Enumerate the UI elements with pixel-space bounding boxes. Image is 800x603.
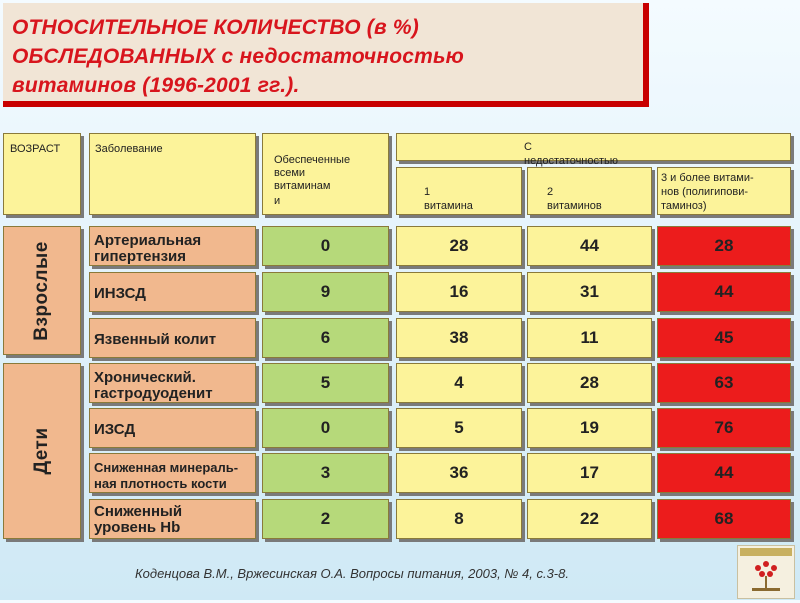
- cell-provided: 2: [262, 499, 389, 539]
- row-label: ИЗСД: [89, 408, 256, 448]
- row-label: Артериальная гипертензия: [89, 226, 256, 266]
- row-label: Сниженный уровень Hb: [89, 499, 256, 539]
- cell-two-vitamins: 28: [527, 363, 652, 403]
- cell-two-vitamins: 11: [527, 318, 652, 358]
- cell-two-vitamins: 19: [527, 408, 652, 448]
- cell-one-vitamin: 36: [396, 453, 522, 493]
- row-label: Сниженная минераль- ная плотность кости: [89, 453, 256, 493]
- group-adults: Взрослые: [3, 226, 81, 355]
- cell-two-vitamins: 22: [527, 499, 652, 539]
- cell-three-or-more: 45: [657, 318, 791, 358]
- title-line-1: ОТНОСИТЕЛЬНОЕ КОЛИЧЕСТВО (в %): [12, 16, 419, 39]
- cell-three-or-more: 28: [657, 226, 791, 266]
- header-three-or-more: 3 и более витами- нов (полигипови- таминоз): [657, 167, 791, 215]
- cell-three-or-more: 63: [657, 363, 791, 403]
- title-box: [3, 3, 649, 107]
- cell-three-or-more: 68: [657, 499, 791, 539]
- cell-two-vitamins: 17: [527, 453, 652, 493]
- cell-one-vitamin: 38: [396, 318, 522, 358]
- header-two-vitamins: 2 витаминов: [527, 167, 652, 215]
- group-children: Дети: [3, 363, 81, 539]
- header-provided: Обеспеченные всеми витаминам и: [262, 133, 389, 215]
- cell-three-or-more: 44: [657, 453, 791, 493]
- title-line-2: ОБСЛЕДОВАННЫХ с недостаточностью: [12, 45, 465, 68]
- cell-provided: 3: [262, 453, 389, 493]
- cell-three-or-more: 76: [657, 408, 791, 448]
- cell-two-vitamins: 31: [527, 272, 652, 312]
- header-one-vitamin: 1 витамина: [396, 167, 522, 215]
- cell-two-vitamins: 44: [527, 226, 652, 266]
- citation: Коденцова В.М., Вржесинская О.А. Вопросы питания, 2003, № 4, с.3-8.: [135, 566, 569, 581]
- cell-three-or-more: 44: [657, 272, 791, 312]
- cell-one-vitamin: 28: [396, 226, 522, 266]
- row-label: ИНЗСД: [89, 272, 256, 312]
- cell-provided: 0: [262, 408, 389, 448]
- row-label: Хронический. гастродуоденит: [89, 363, 256, 403]
- header-disease: Заболевание: [89, 133, 256, 215]
- cell-one-vitamin: 8: [396, 499, 522, 539]
- cell-provided: 0: [262, 226, 389, 266]
- cell-provided: 6: [262, 318, 389, 358]
- cell-provided: 9: [262, 272, 389, 312]
- header-deficiency: С недостаточностью: [396, 133, 791, 161]
- cell-one-vitamin: 5: [396, 408, 522, 448]
- row-label: Язвенный колит: [89, 318, 256, 358]
- cell-one-vitamin: 16: [396, 272, 522, 312]
- cell-one-vitamin: 4: [396, 363, 522, 403]
- header-age: ВОЗРАСТ: [3, 133, 81, 215]
- title-line-3: витаминов (1996-2001 гг.).: [12, 74, 300, 97]
- slide-title: [12, 13, 642, 100]
- logo-icon: [737, 545, 795, 599]
- cell-provided: 5: [262, 363, 389, 403]
